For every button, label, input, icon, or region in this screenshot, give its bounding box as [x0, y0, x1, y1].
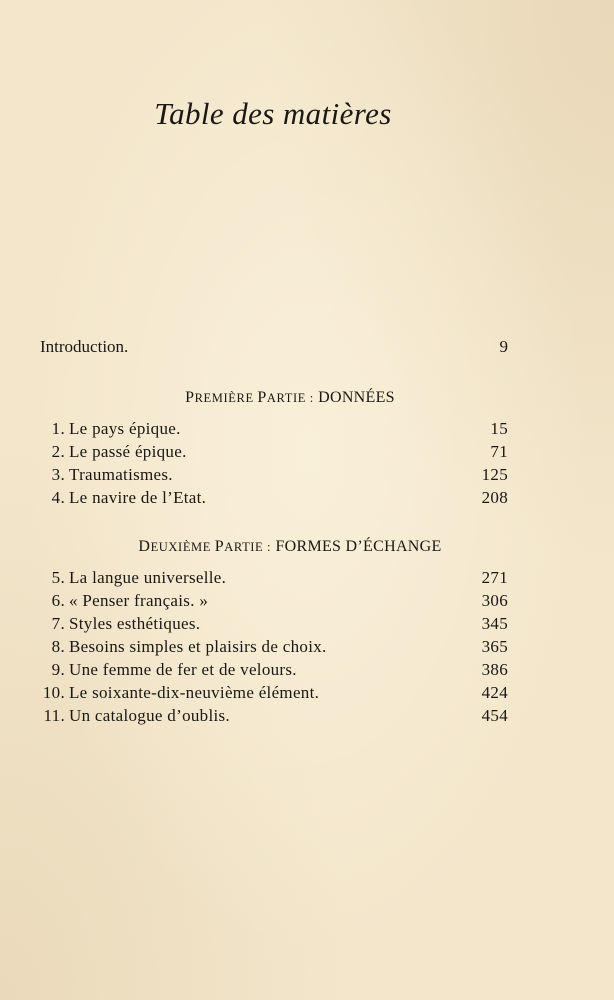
- toc-introduction-page: 9: [499, 337, 508, 356]
- toc-entry-number: 1.: [51, 419, 65, 438]
- toc-entry-page: 454: [481, 706, 508, 725]
- toc-entry-title: Le passé épique.: [69, 442, 187, 461]
- toc-list-part-1: [40, 417, 508, 509]
- toc-entry-title: Styles esthétiques.: [69, 614, 201, 633]
- toc-entry-number: 11.: [43, 706, 65, 725]
- toc-entry-number: 8.: [51, 637, 65, 656]
- toc-entry-page: 71: [490, 442, 508, 461]
- toc-entry-number: 2.: [51, 442, 65, 461]
- toc-entry-page: 208: [481, 488, 508, 507]
- part-heading-2: [40, 538, 540, 556]
- toc-entry: [40, 612, 508, 635]
- toc-entry-number: 4.: [51, 488, 65, 507]
- toc-entry: [40, 589, 508, 612]
- toc-entry: [40, 417, 508, 440]
- part-heading-prefix: [138, 540, 271, 554]
- toc-entry-number: 7.: [51, 614, 65, 633]
- toc-introduction-row: [40, 337, 508, 357]
- toc-entry: [40, 440, 508, 463]
- toc-entry-page: 365: [481, 637, 508, 656]
- toc-entry: [40, 704, 508, 727]
- toc-entry: [40, 635, 508, 658]
- toc-entry-title: La langue universelle.: [69, 568, 227, 587]
- toc-introduction-label: Introduction.: [40, 337, 129, 356]
- toc-entry-title: Une femme de fer et de velours.: [69, 660, 297, 679]
- toc-entry-page: 306: [481, 591, 508, 610]
- part-heading-1: [40, 389, 540, 407]
- toc-entry: [40, 566, 508, 589]
- toc-entry-number: 3.: [51, 465, 65, 484]
- toc-entry-page: 424: [481, 683, 508, 702]
- toc-entry-title: « Penser français. »: [69, 591, 209, 610]
- part-heading-prefix-text: DEUXIÈME PARTIE :: [138, 538, 272, 555]
- part-heading-prefix-text: PREMIÈRE PARTIE :: [185, 389, 314, 406]
- toc-entry-page: 345: [481, 614, 508, 633]
- toc-entry-title: Un catalogue d’oublis.: [69, 706, 230, 725]
- part-heading-prefix: [185, 391, 314, 405]
- toc-entry: [40, 463, 508, 486]
- toc-entry: [40, 681, 508, 704]
- toc-entry-number: 6.: [51, 591, 65, 610]
- toc-entry-title: Traumatismes.: [69, 465, 173, 484]
- toc-entry-number: 9.: [51, 660, 65, 679]
- part-heading-name: DONNÉES: [318, 389, 395, 406]
- toc-list-part-2: [40, 566, 508, 727]
- part-heading-name: FORMES D’ÉCHANGE: [275, 538, 442, 555]
- toc-entry-title: Le pays épique.: [69, 419, 181, 438]
- toc-entry-page: 125: [481, 465, 508, 484]
- toc-entry-page: 386: [481, 660, 508, 679]
- toc-entry: [40, 486, 508, 509]
- toc-entry-page: 271: [481, 568, 508, 587]
- toc-entry: [40, 658, 508, 681]
- toc-entry-number: 10.: [42, 683, 65, 702]
- toc-entry-title: Le soixante-dix-neuvième élément.: [69, 683, 320, 702]
- toc-entry-number: 5.: [51, 568, 65, 587]
- toc-entry-title: Le navire de l’Etat.: [69, 488, 207, 507]
- page-title: Table des matières: [154, 96, 392, 131]
- toc-entry-page: 15: [490, 419, 508, 438]
- toc-entry-title: Besoins simples et plaisirs de choix.: [69, 637, 327, 656]
